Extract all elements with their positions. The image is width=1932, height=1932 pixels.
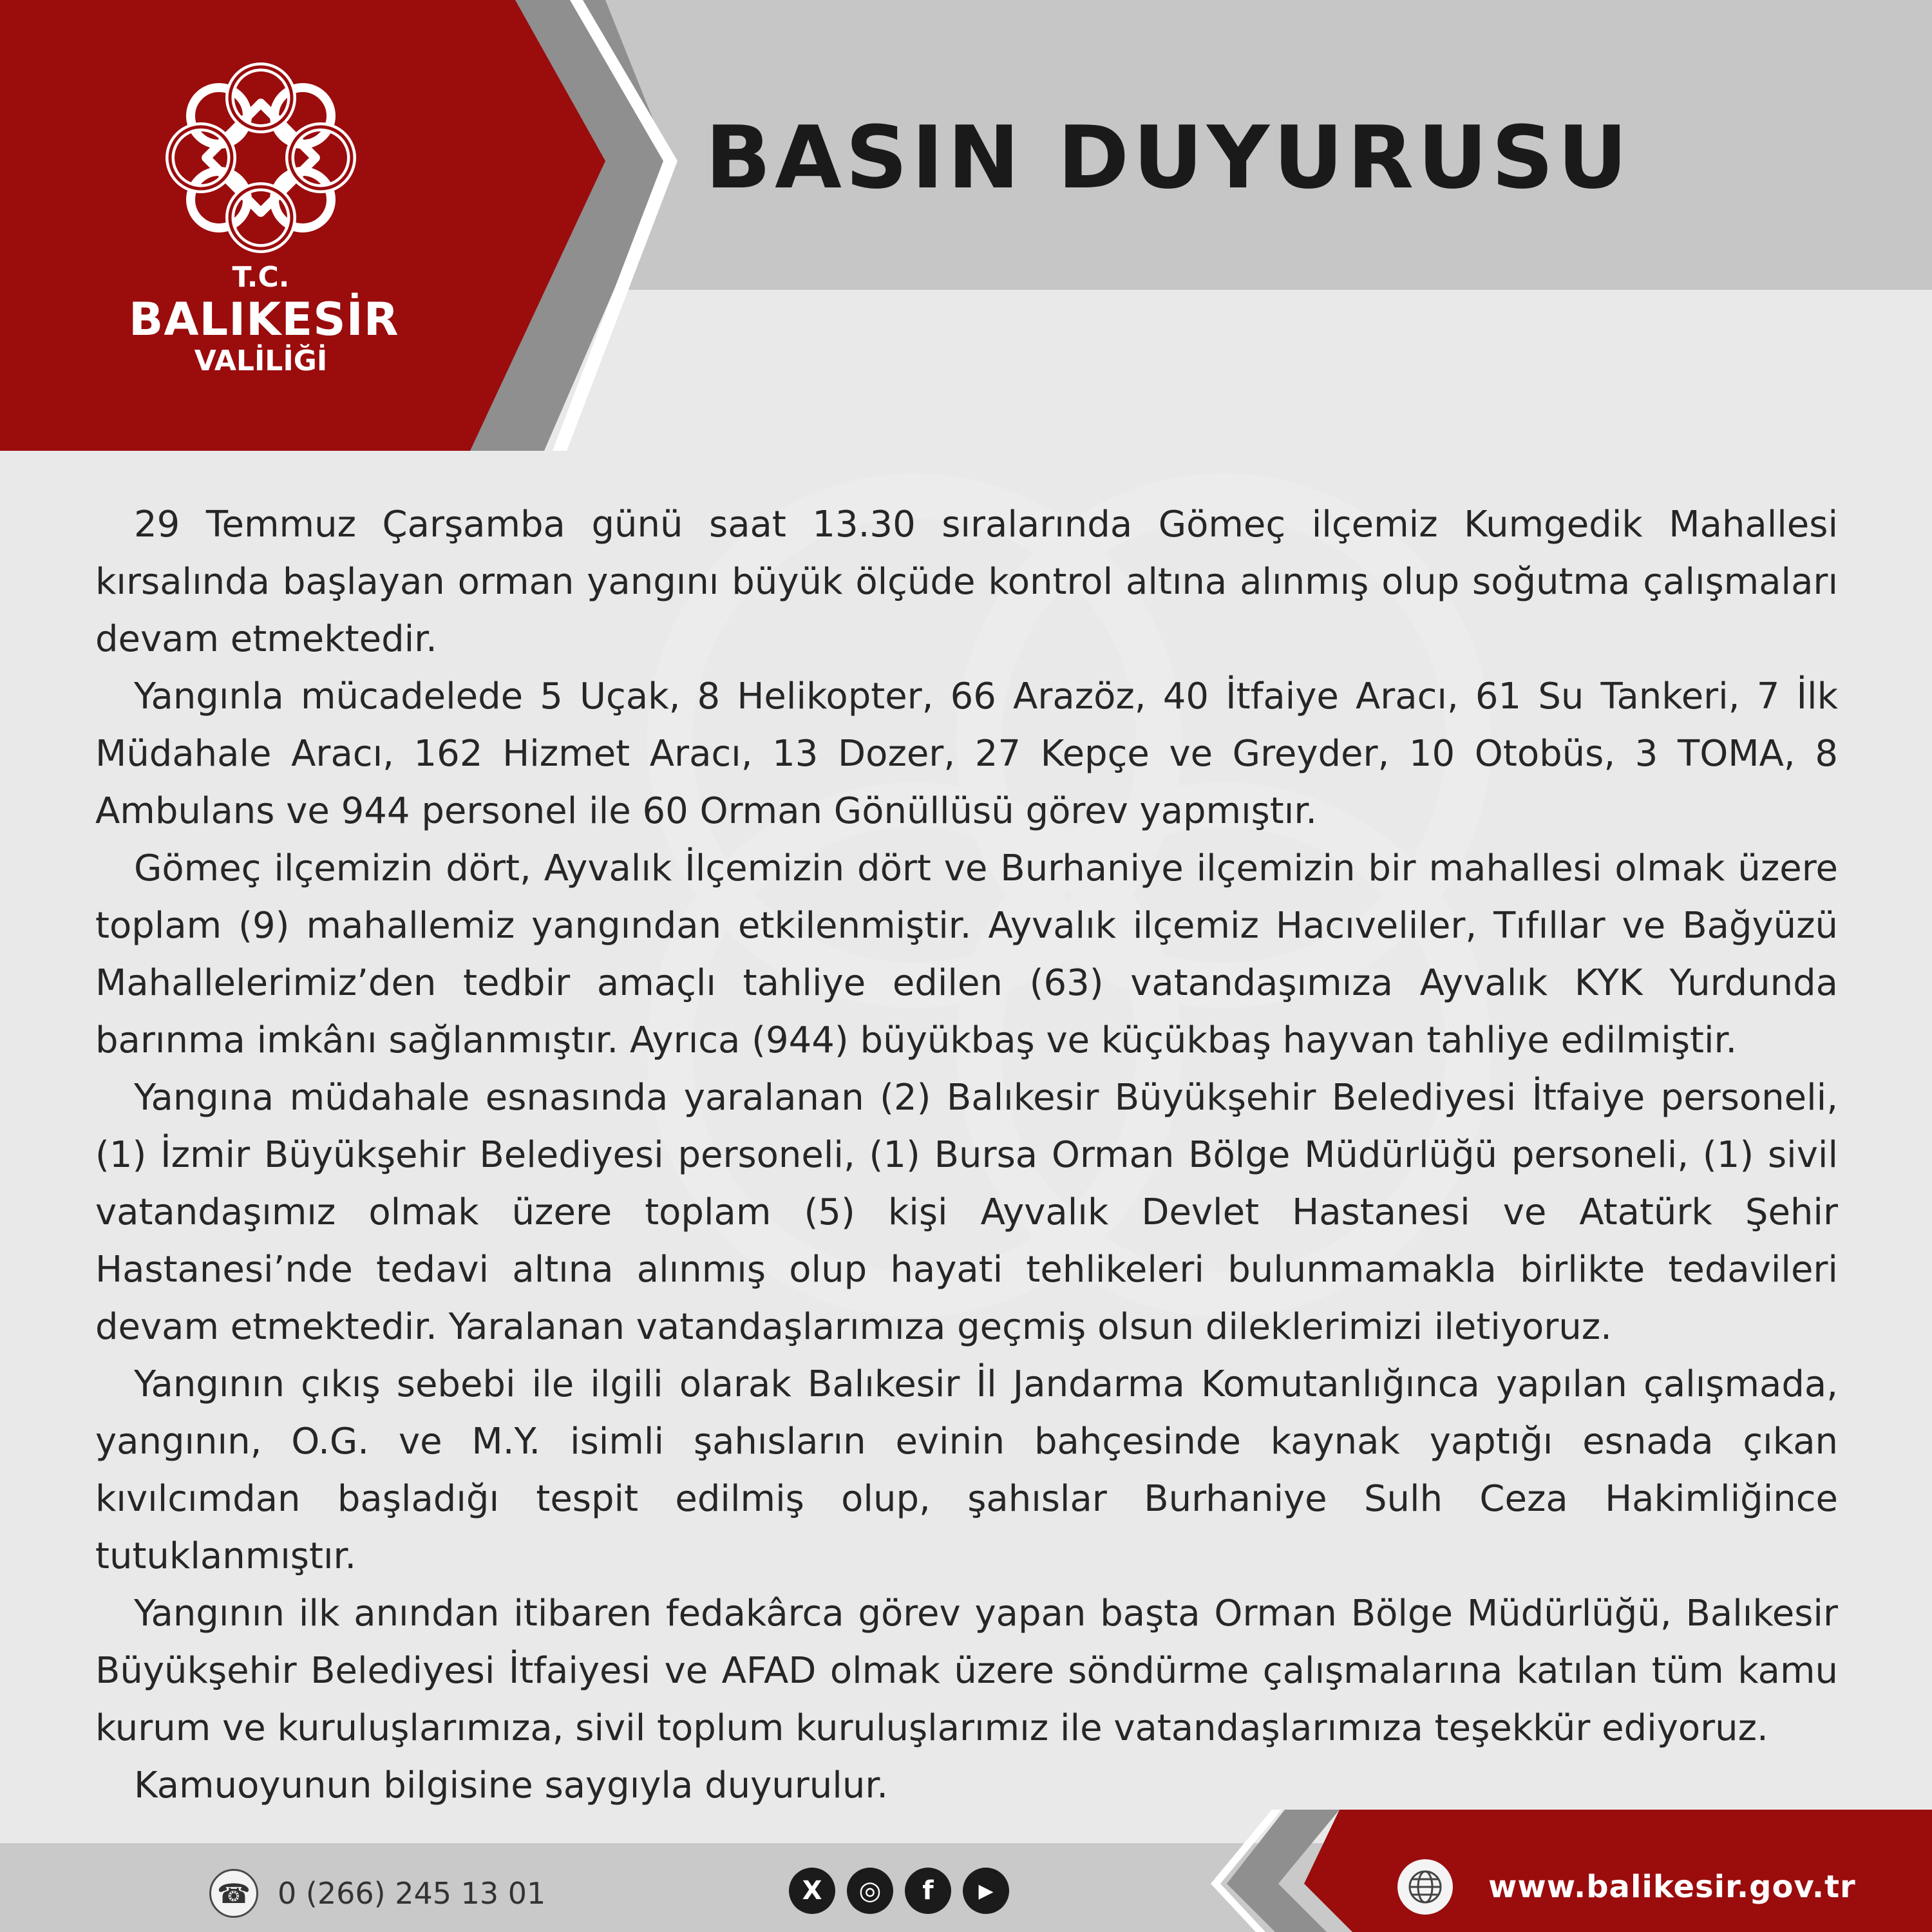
- logo-city-text: BALIKESİR: [129, 293, 399, 346]
- page-title: BASIN DUYURUSU: [705, 108, 1632, 208]
- x-icon[interactable]: X: [789, 1868, 835, 1914]
- globe-icon: [1397, 1859, 1453, 1915]
- paragraph-4: Yangına müdahale esnasında yaralanan (2) Balıkesir Büyükşehir Belediyesi İtfaiye personeli, (1) İzmir Büyükşehir Belediyesi personeli, (1) Bursa Orman Bölge Müdürlüğü personeli, (1) sivil vatandaşımız olmak üzere toplam (5) kişi Ayvalık Devlet Hastanesi ve Atatürk Şehir Hastanesi’nde tedavi altına alınmış olup hayati tehlikeleri bulunmamakla birlikte tedavileri devam etmektedir. Yaralanan vatandaşlarımıza geçmiş olsun dileklerimizi iletiyoruz.: [95, 1077, 1838, 1348]
- footer-website[interactable]: [1397, 1855, 1856, 1919]
- logo-office-text: VALİLİĞİ: [194, 345, 328, 377]
- paragraph-1: 29 Temmuz Çarşamba günü saat 13.30 sıralarında Gömeç ilçemiz Kumgedik Mahallesi kırsalında başlayan orman yangını büyük ölçüde kontrol altına alınmış olup soğutma çalışmaları devam etmektedir.: [95, 504, 1838, 660]
- facebook-icon[interactable]: f: [905, 1868, 951, 1914]
- paragraph-6: Yangının ilk anından itibaren fedakârca görev yapan başta Orman Bölge Müdürlüğü, Balıkesir Büyükşehir Belediyesi İtfaiyesi ve AFAD olmak üzere söndürme çalışmalarına katılan tüm kamu kurum ve kuruluşlarımıza, sivil toplum kuruluşlarımız ile vatandaşlarımıza teşekkür ediyoruz.: [95, 1593, 1838, 1749]
- phone-icon: ☎: [209, 1869, 258, 1918]
- balikesir-valiligi-logo: [129, 58, 399, 393]
- website-link[interactable]: www.balikesir.gov.tr: [1488, 1869, 1856, 1905]
- paragraph-3: Gömeç ilçemizin dört, Ayvalık İlçemizin dört ve Burhaniye ilçemizin bir mahallesi olmak üzere toplam (9) mahallemiz yangından etkilenmiştir. Ayvalık ilçemiz Hacıveliler, Tıfıllar ve Bağyüzü Mahallelerimiz’den tedbir amaçlı tahliye edilen (63) vatandaşımıza Ayvalık KYK Yurdunda barınma imkânı sağlanmıştır. Ayrıca (944) büyükbaş ve küçükbaş hayvan tahliye edilmiştir.: [95, 848, 1838, 1061]
- footer-phone[interactable]: [209, 1868, 545, 1919]
- phone-number: 0 (266) 245 13 01: [278, 1876, 546, 1911]
- knot-emblem-icon: [161, 58, 361, 258]
- instagram-icon[interactable]: ◎: [847, 1868, 893, 1914]
- paragraph-7: Kamuoyunun bilgisine saygıyla duyurulur.: [134, 1765, 888, 1806]
- logo-tc-text: T.C.: [232, 261, 290, 294]
- paragraph-2: Yangınla mücadelede 5 Uçak, 8 Helikopter, 66 Arazöz, 40 İtfaiye Aracı, 61 Su Tankeri, 7 İlk Müdahale Aracı, 162 Hizmet Aracı, 13 Dozer, 27 Kepçe ve Greyder, 10 Otobüs, 3 TOMA, 8 Ambulans ve 944 personel ile 60 Orman Gönüllüsü görev yapmıştır.: [95, 676, 1838, 832]
- paragraph-5: Yangının çıkış sebebi ile ilgili olarak Balıkesir İl Jandarma Komutanlığınca yapılan çalışmada, yangının, O.G. ve M.Y. isimli şahısların evinin bahçesinde kaynak yaptığı esnada çıkan kıvılcımdan başladığı tespit edilmiş olup, şahıslar Burhaniye Sulh Ceza Hakimliğince tutuklanmıştır.: [95, 1363, 1838, 1577]
- social-links: [789, 1868, 1021, 1914]
- announcement-body: [95, 496, 1838, 1814]
- youtube-icon[interactable]: ▶: [963, 1868, 1009, 1914]
